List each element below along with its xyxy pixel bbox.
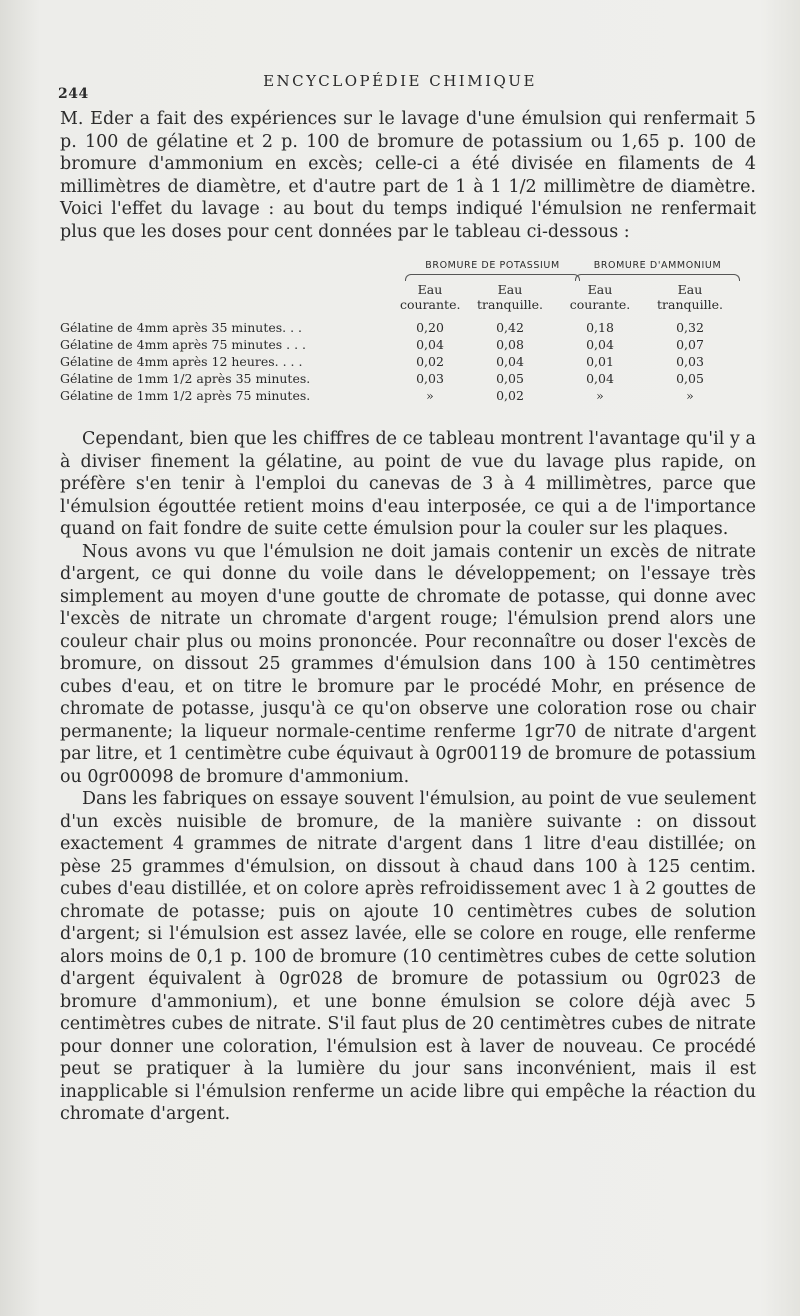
table-cell: 0,03	[676, 354, 704, 369]
table-cell: 0,08	[496, 337, 524, 352]
intro-block	[60, 108, 756, 243]
running-head	[0, 66, 800, 102]
group-header-label: BROMURE D'AMMONIUM	[593, 260, 722, 271]
table-cell: 0,04	[416, 337, 444, 352]
table-row	[60, 371, 760, 387]
paragraph: Cependant, bien que les chiffres de ce tableau montrent l'avantage qu'il y a à diviser finement la gélatine, au point de vue du lavage plus rapide, on préfère s'en tenir à l'emploi du canevas de 3 à 4 millimètres, parce que l'émulsion égouttée retient moins d'eau interposée, ce qui a de l'importance quand on fait fondre de suite cette émulsion pour la couler sur les plaques.	[60, 429, 756, 539]
column-header: Eau courante.	[400, 282, 461, 312]
table-cell: 0,04	[586, 371, 614, 386]
table-cell: 0,32	[676, 320, 704, 335]
table-cell: 0,02	[496, 388, 524, 403]
table-cell: 0,03	[416, 371, 444, 386]
table-cell: 0,07	[676, 337, 704, 352]
table-row	[60, 354, 760, 370]
group-header-ammonium	[575, 260, 740, 281]
row-label: Gélatine de 4mm après 35 minutes. . .	[60, 320, 303, 335]
intro-paragraph: M. Eder a fait des expériences sur le lavage d'une émulsion qui renfermait 5 p. 100 de gélatine et 2 p. 100 de bromure de potassium ou 1,65 p. 100 de bromure d'ammonium en excès; celle-ci a été divisée en filaments de 4 millimètres de diamètre, et d'autre part de 1 à 1 1/2 millimètre de diamètre. Voici l'effet du lavage : au bout du temps indiqué l'émulsion ne renfermait plus que les doses pour cent données par le tableau ci-dessous :	[60, 109, 756, 242]
column-header: Eau tranquille.	[477, 282, 543, 312]
group-header-label: BROMURE DE POTASSIUM	[425, 260, 560, 271]
table-cell: »	[426, 388, 434, 403]
table-cell: 0,05	[496, 371, 524, 386]
running-title: ENCYCLOPÉDIE CHIMIQUE	[263, 72, 537, 90]
row-label: Gélatine de 4mm après 75 minutes . . .	[60, 337, 307, 352]
page-number: 244	[58, 86, 89, 102]
table-cell: »	[596, 388, 604, 403]
row-label: Gélatine de 4mm après 12 heures. . . .	[60, 354, 303, 369]
group-header-potassium	[405, 260, 580, 281]
table-cell: 0,01	[586, 354, 614, 369]
table-row	[60, 320, 760, 336]
table-cell: »	[686, 388, 694, 403]
table-group-headers	[60, 258, 760, 280]
table-cell: 0,02	[416, 354, 444, 369]
table-cell: 0,42	[496, 320, 524, 335]
table-cell: 0,04	[586, 337, 614, 352]
main-text	[60, 428, 756, 1126]
row-label: Gélatine de 1mm 1/2 après 35 minutes.	[60, 371, 311, 386]
row-label: Gélatine de 1mm 1/2 après 75 minutes.	[60, 388, 311, 403]
table-row	[60, 337, 760, 353]
paragraph: Dans les fabriques on essaye souvent l'émulsion, au point de vue seulement d'un excès nuisible de bromure, de la manière suivante : on dissout exactement 4 grammes de nitrate d'argent dans 1 litre d'eau distillée; on pèse 25 grammes d'émulsion, on dissout à chaud dans 100 à 125 centim. cubes d'eau distillée, et on colore après refroidissement avec 1 à 2 gouttes de chromate de potasse; puis on ajoute 10 centimètres cubes de solution d'argent; si l'émulsion est assez lavée, elle se colore en rouge, elle renferme alors moins de 0,1 p. 100 de bromure (10 centimètres cubes de cette solution d'argent équivalent à 0gr028 de bromure de potassium ou 0gr023 de bromure d'ammonium), et une bonne émulsion se colore déjà avec 5 centimètres cubes de nitrate. S'il faut plus de 20 centimètres cubes de nitrate pour donner une coloration, l'émulsion est à laver de nouveau. Ce procédé peut se pratiquer à la lumière du jour sans inconvénient, mais il est inapplicable si l'émulsion renferme un acide libre qui empêche la réaction du chromate d'argent.	[60, 789, 756, 1124]
column-header: Eau courante.	[569, 282, 631, 312]
table-cell: 0,04	[496, 354, 524, 369]
group-brace	[575, 274, 740, 281]
paragraph: Nous avons vu que l'émulsion ne doit jamais contenir un excès de nitrate d'argent, ce qui donne du voile dans le développement; on l'essaye très simplement au moyen d'une goutte de chromate de potasse, qui donne avec l'excès de nitrate un chromate d'argent rouge; l'émulsion prend alors une couleur chair plus ou moins prononcée. Pour reconnaître ou doser l'excès de bromure, on dissout 25 grammes d'émulsion dans 100 à 150 centimètres cubes d'eau, et on titre le bromure par le procédé Mohr, en présence de chromate de potasse, jusqu'à ce qu'on observe une coloration rose ou chair permanente; la liqueur normale-centime renferme 1gr70 de nitrate d'argent par litre, et 1 centimètre cube équivaut à 0gr00119 de bromure de potassium ou 0gr00098 de bromure d'ammonium.	[60, 541, 756, 787]
table-cell: 0,20	[416, 320, 444, 335]
table-cell: 0,05	[676, 371, 704, 386]
table-cell: 0,18	[586, 320, 614, 335]
group-brace	[405, 274, 580, 281]
column-header: Eau tranquille.	[657, 282, 723, 312]
table-row	[60, 388, 760, 404]
